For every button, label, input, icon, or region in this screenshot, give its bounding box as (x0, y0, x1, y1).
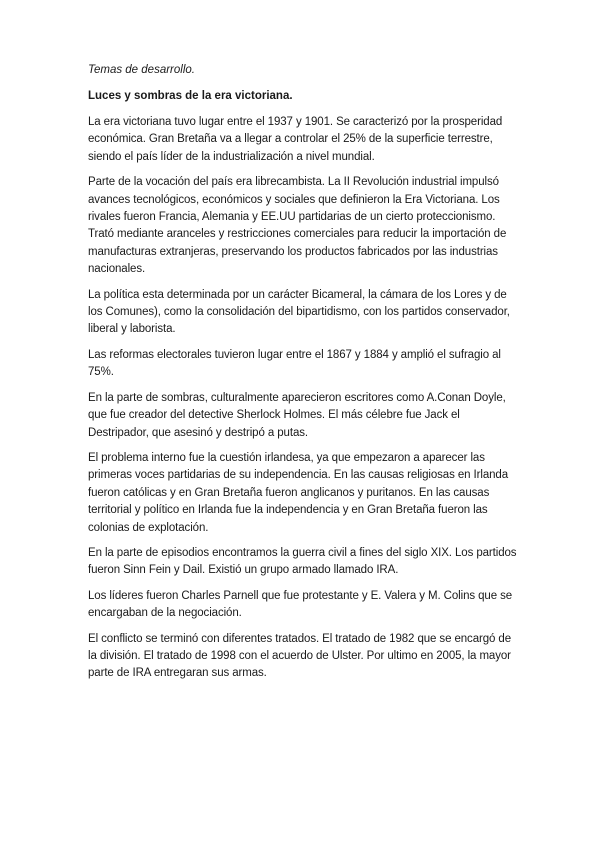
paragraph-conclusion: El conflicto se terminó con diferentes tratados. El tratado de 1982 que se encargó de la división. El tratado de 1998 con el acuerdo de Ulster. Por ultimo en 2005, la mayor parte de IRA entregaran sus armas. (88, 632, 512, 680)
paragraph-politics: La política esta determinada por un carácter Bicameral, la cámara de los Lores y de los Comunes), como la consolidación del bipartidismo, con los partidos conservador, liberal y laborista. (88, 288, 510, 336)
document-page (88, 62, 520, 691)
paragraph-electoral-reforms: Las reformas electorales tuvieron lugar entre el 1867 y 1884 y amplió el sufragio al 75%. (88, 348, 501, 379)
paragraph-economy: Parte de la vocación del país era librecambista. La II Revolución industrial impulsó avances tecnológicos, económicos y sociales que definieron la Era Victoriana. Los rivales fueron Francia, Alemania y EE.UU partidarias de un cierto proteccionismo. Trató mediante aranceles y restricciones comerciales para reducir la importación de manufacturas extranjeras, preservando los productos fabricados por las industrias nacionales. (88, 176, 507, 276)
document-subtitle: Temas de desarrollo. (88, 64, 195, 76)
paragraph-culture: En la parte de sombras, culturalmente aparecieron escritores como A.Conan Doyle, que fue creador del detective Sherlock Holmes. El más célebre fue Jack el Destripador, que asesinó y destripó a putas. (88, 391, 506, 439)
paragraph-episodes: En la parte de episodios encontramos la guerra civil a fines del siglo XIX. Los partidos fueron Sinn Fein y Dail. Existió un grupo armado llamado IRA. (88, 546, 517, 577)
paragraph-irish-question: El problema interno fue la cuestión irlandesa, ya que empezaron a aparecer las primeras voces partidarias de su independencia. En las causas religiosas en Irlanda fueron católicas y en Gran Bretaña fueron anglicanos y puritanos. En las causas territorial y político en Irlanda fue la independencia y en Gran Bretaña fueron las colonias de explotación. (88, 451, 508, 534)
paragraph-intro: La era victoriana tuvo lugar entre el 1937 y 1901. Se caracterizó por la prosperidad económica. Gran Bretaña va a llegar a controlar el 25% de la superficie terrestre, siendo el país líder de la industrialización a nivel mundial. (88, 116, 503, 163)
document-title: Luces y sombras de la era victoriana. (88, 90, 293, 102)
paragraph-leaders: Los líderes fueron Charles Parnell que fue protestante y E. Valera y M. Colins que se encargaban de la negociación. (88, 589, 513, 620)
